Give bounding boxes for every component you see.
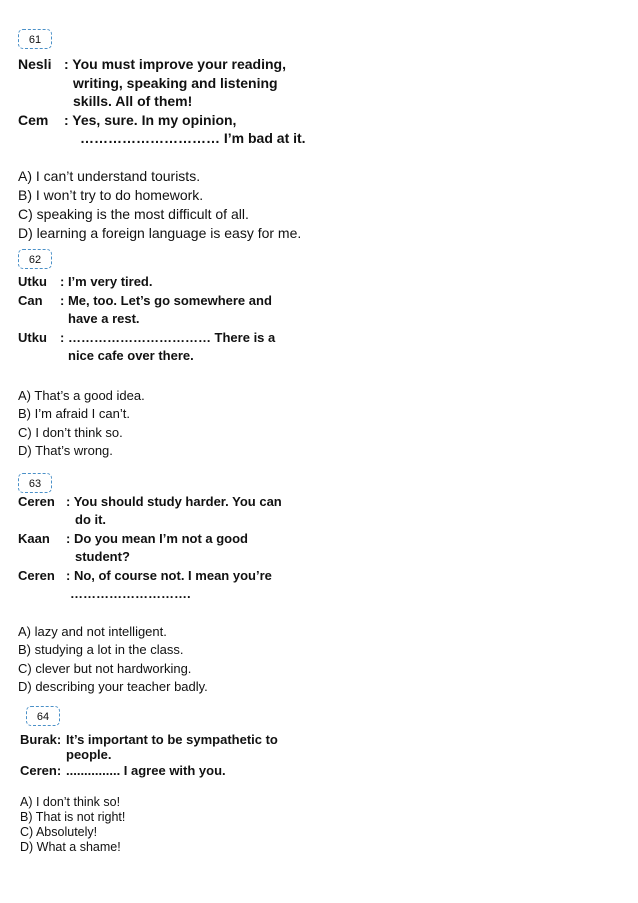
speaker-name: Utku (18, 330, 47, 345)
answer-option-c[interactable]: C) Absolutely! (20, 825, 98, 839)
speaker-name: Cem (18, 112, 49, 128)
answer-option-c[interactable]: C) speaking is the most difficult of all. (18, 206, 249, 222)
answer-option-c[interactable]: C) I don’t think so. (18, 425, 123, 440)
speaker-name: Burak: (20, 732, 62, 747)
speaker-name: Kaan (18, 531, 50, 546)
answer-option-d[interactable]: D) That’s wrong. (18, 443, 113, 458)
speaker-name: Ceren: (20, 763, 62, 778)
answer-option-d[interactable]: D) describing your teacher badly. (18, 679, 208, 694)
question-number-badge: 61 (18, 29, 52, 49)
answer-option-b[interactable]: B) I won’t try to do homework. (18, 187, 204, 203)
question-number-badge: 63 (18, 473, 52, 493)
speaker-name: Utku (18, 274, 47, 289)
dialogue-line: : You should study harder. You can (66, 494, 282, 509)
answer-option-b[interactable]: B) studying a lot in the class. (18, 642, 184, 657)
dialogue-line: writing, speaking and listening (73, 75, 278, 91)
answer-option-b[interactable]: B) I’m afraid I can’t. (18, 406, 130, 421)
dialogue-line: : You must improve your reading, (64, 56, 286, 72)
dialogue-line: student? (75, 549, 130, 564)
answer-option-d[interactable]: D) learning a foreign language is easy for me. (18, 225, 302, 241)
dialogue-line: skills. All of them! (73, 93, 193, 109)
dialogue-line: have a rest. (68, 311, 140, 326)
speaker-name: Can (18, 293, 43, 308)
dialogue-line: people. (66, 747, 112, 762)
answer-option-b[interactable]: B) That is not right! (20, 810, 126, 824)
dialogue-line: do it. (75, 512, 107, 527)
dialogue-line: : No, of course not. I mean you’re (66, 568, 272, 583)
answer-option-c[interactable]: C) clever but not hardworking. (18, 661, 192, 676)
speaker-name: Ceren (18, 568, 55, 583)
dialogue-line: : Do you mean I’m not a good (66, 531, 248, 546)
dialogue-line: It’s important to be sympathetic to (66, 732, 278, 747)
answer-option-a[interactable]: A) I don’t think so! (20, 795, 121, 809)
dialogue-line: ………………………. (70, 586, 191, 601)
dialogue-line: nice cafe over there. (68, 348, 194, 363)
answer-option-a[interactable]: A) lazy and not intelligent. (18, 624, 167, 639)
dialogue-line: ............... I agree with you. (66, 763, 226, 778)
dialogue-line: : Yes, sure. In my opinion, (64, 112, 237, 128)
dialogue-line: : Me, too. Let’s go somewhere and (60, 293, 272, 308)
dialogue-line: ………………………… I’m bad at it. (80, 130, 306, 146)
speaker-name: Nesli (18, 56, 52, 72)
dialogue-line: : I’m very tired. (60, 274, 153, 289)
speaker-name: Ceren (18, 494, 55, 509)
answer-option-d[interactable]: D) What a shame! (20, 840, 121, 854)
dialogue-line: : …………………………… There is a (60, 330, 276, 345)
answer-option-a[interactable]: A) That’s a good idea. (18, 388, 145, 403)
question-number-badge: 64 (26, 706, 60, 726)
answer-option-a[interactable]: A) I can’t understand tourists. (18, 168, 201, 184)
question-number-badge: 62 (18, 249, 52, 269)
